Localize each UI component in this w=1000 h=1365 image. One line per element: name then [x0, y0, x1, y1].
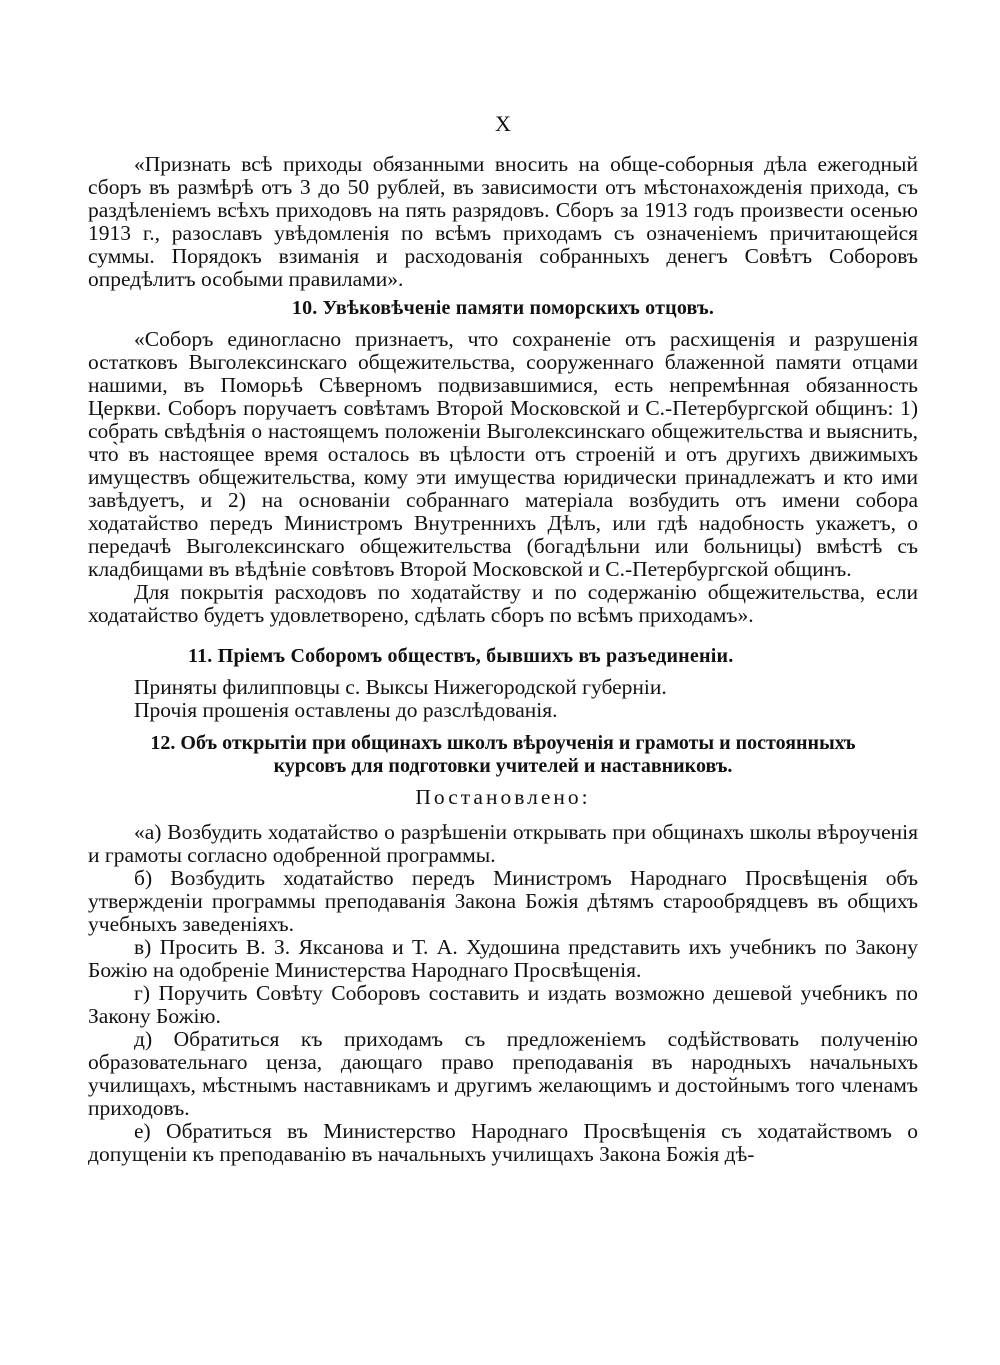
section-10-paragraph-1: «Соборъ единогласно признаетъ, что сохраненіе отъ расхищенія и разрушенія остатковъ Выголексинскаго общежительства, сооруженнаго блаженной памяти отцами нашими, въ Поморьѣ Сѣверномъ подвизавшимися, есть непремѣнная обязанность Церкви. Соборъ поручаетъ совѣтамъ Второй Московской и С.-Петербургской общинъ: 1) собрать свѣдѣнія о настоящемъ положеніи Выголексинскаго общежительства и выяснить, что̀ въ настоящее время осталось въ цѣлости отъ строеній и отъ другихъ движимыхъ имуществъ общежительства, кому эти имущества юридически принадлежатъ и кто ими завѣдуетъ, и 2) на основаніи собраннаго матеріала возбудить отъ имени собора ходатайство передъ Министромъ Внутреннихъ Дѣлъ, или гдѣ надобность укажетъ, о передачѣ Выголексинскаго общежительства (богадѣльни или больницы) вмѣстѣ съ кладбищами въ вѣдѣніе совѣтовъ Второй Московской и С.-Петербургской общинъ. [88, 327, 918, 581]
resolved-label: Постановлено: [415, 785, 591, 809]
section-12-item-a: «а) Возбудить ходатайство о разрѣшеніи открывать при общинахъ школы вѣроученія и грамоты согласно одобренной программы. [88, 820, 918, 867]
section-10-heading: 10. Увѣковѣченіе памяти поморскихъ отцовъ. [291, 297, 715, 319]
section-12-heading [88, 732, 918, 778]
section-12-item-b: б) Возбудить ходатайство передъ Министромъ Народнаго Просвѣщенія объ утвержденіи программы преподаванія Закона Божія дѣтямъ старообрядцевъ въ общихъ учебныхъ заведеніяхъ. [88, 866, 918, 936]
section-12-heading-line-1: 12. Объ открытіи при общинахъ школъ вѣроученія и грамоты и постоянныхъ [150, 732, 856, 754]
section-12-item-c: в) Просить В. З. Яксанова и Т. А. Худошина представить ихъ учебникъ по Закону Божію на одобреніе Министерства Народнаго Просвѣщенія. [88, 935, 918, 982]
intro-paragraph: «Признать всѣ приходы обязанными вносить на обще-соборныя дѣла ежегодный сборъ въ размѣрѣ отъ 3 до 50 рублей, въ зависимости отъ мѣстонахожденія прихода, съ раздѣленіемъ всѣхъ приходовъ на пять разрядовъ. Сборъ за 1913 годъ произвести осенью 1913 г., разославъ увѣдомленія по всѣмъ приходамъ съ означеніемъ причитающейся суммы. Порядокъ взиманія и расходованія собранныхъ денегъ Совѣтъ Соборовъ опредѣлитъ особыми правилами». [88, 152, 918, 291]
section-11-heading: 11. Пріемъ Соборомъ обществъ, бывшихъ въ разъединеніи. [188, 645, 734, 667]
document-page [88, 112, 918, 1166]
section-11-line-1: Приняты филипповцы с. Выксы Нижегородской губерніи. [134, 675, 667, 699]
section-12-item-e: д) Обратиться къ приходамъ съ предложеніемъ содѣйствовать полученію образовательнаго ценза, дающаго право преподаванія въ народныхъ начальныхъ училищахъ, мѣстнымъ наставникамъ и другимъ желающимъ и достойнымъ того членамъ приходовъ. [88, 1027, 918, 1120]
section-12-item-d: г) Поручить Совѣту Соборовъ составить и издать возможно дешевой учебникъ по Закону Божію. [88, 981, 918, 1028]
section-12-item-f: е) Обратиться въ Министерство Народнаго Просвѣщенія съ ходатайствомъ о допущеніи къ преподаванію въ начальныхъ училищахъ Закона Божія дѣ- [88, 1119, 918, 1166]
section-12-heading-line-2: курсовъ для подготовки учителей и наставниковъ. [273, 755, 733, 777]
section-11-line-2: Прочія прошенія оставлены до разслѣдованія. [134, 698, 558, 722]
section-10-paragraph-2: Для покрытія расходовъ по ходатайству и по содержанію общежительства, если ходатайство будетъ удовлетворено, сдѣлать сборъ по всѣмъ приходамъ». [88, 580, 918, 627]
page-number: X [495, 111, 511, 136]
